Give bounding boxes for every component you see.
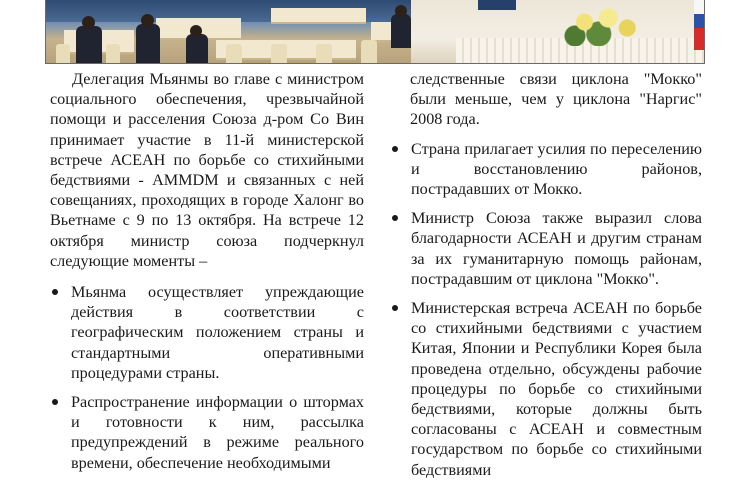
list-item bbox=[390, 208, 702, 289]
bullet-icon bbox=[392, 146, 398, 152]
list-item-text: Страна прилагает усилия по переселению и восстановлению районов, пострадавших от Мокко. bbox=[411, 139, 702, 199]
bullet-icon bbox=[392, 215, 398, 221]
list-item bbox=[390, 298, 702, 480]
list-item bbox=[50, 282, 364, 383]
intro-paragraph: Делегация Мьянмы во главе с министром социального обеспечения, чрезвычайной помощи и расселения Союза д-ром Со Вин принимает участие в 11-й министерской встрече АСЕАН по борьбе со стихийными бедствиями - AMMDM и связанных с ней совещаниях, проходящих в городе Халонг во Вьетнаме с 9 по 13 октября. На встрече 12 октября министр союза подчеркнул следующие моменты – bbox=[50, 70, 364, 270]
article-right-column bbox=[390, 69, 702, 489]
right-bullet-list bbox=[390, 139, 702, 480]
list-item-text: Министр Союза также выразил слова благодарности АСЕАН и другим странам за их гуманитарную помощь районам, пострадавшим от циклона "Мокко". bbox=[411, 209, 702, 288]
bullet-icon bbox=[392, 305, 398, 311]
list-item-text: Распространение информации о штормах и готовности к ним, рассылка предупреждений в режиме реального времени, обеспечение необходимыми bbox=[71, 393, 364, 472]
continued-paragraph: следственные связи циклона "Мокко" были меньше, чем у циклона "Наргис" 2008 года. bbox=[410, 70, 702, 129]
list-item-text: Мьянма осуществляет упреждающие действия в соответствии с географическим положением страны и стандартными оперативными процедурами страны. bbox=[71, 283, 364, 382]
list-item bbox=[50, 392, 364, 473]
bullet-icon bbox=[52, 289, 58, 295]
article-left-column bbox=[50, 69, 364, 482]
list-item bbox=[390, 139, 702, 200]
bullet-icon bbox=[52, 399, 58, 405]
list-item-text: Министерская встреча АСЕАН по борьбе со стихийными бедствиями с участием Китая, Японии и Республики Корея была проведена отдельно, обсуждены рабочие процедуры по борьбе со стихийными бедствиями, которые должны быть согласованы с АСЕАН и совместным государством по борьбе со стихийными бедствиями bbox=[411, 299, 702, 479]
left-bullet-list bbox=[50, 282, 364, 473]
meeting-photo bbox=[45, 0, 705, 64]
